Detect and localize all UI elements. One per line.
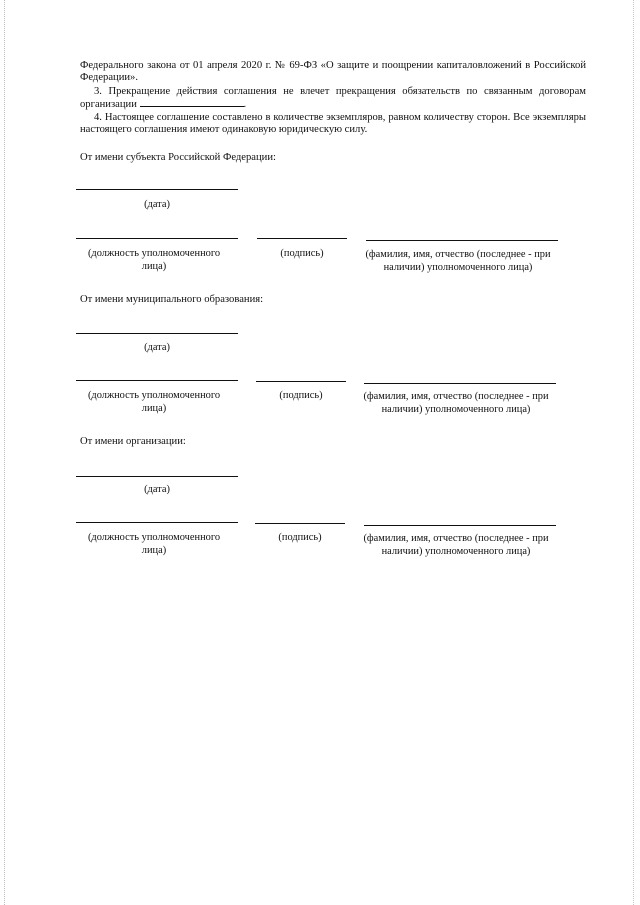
signature-label: (подпись) — [279, 390, 323, 401]
position-line — [76, 522, 238, 523]
paragraph-law-reference: Федерального закона от 01 апреля 2020 г. № 69-ФЗ «О защите и поощрении капиталовложений в Российской Федерации». — [80, 60, 586, 83]
block-heading: От имени организации: — [80, 436, 186, 447]
block-heading: От имени муниципального образования: — [80, 294, 264, 305]
name-label: (фамилия, имя, отчество (последнее - при наличии) уполномоченного лица) — [363, 533, 549, 557]
position-line — [76, 380, 238, 381]
signature-line — [257, 238, 347, 239]
position-line — [76, 238, 238, 239]
scan-edge-left — [4, 0, 7, 905]
scan-edge-right — [633, 0, 636, 905]
signature-line — [255, 523, 345, 524]
position-label: (должность уполномоченного лица) — [87, 248, 221, 272]
paragraph-copies: 4. Настоящее соглашение составлено в количестве экземпляров, равном количеству сторон. Все экземпляры настоящего соглашения имеют одинаковую юридическую силу. — [80, 112, 586, 135]
signature-label: (подпись) — [280, 248, 324, 259]
paragraph-termination-text: 3. Прекращение действия соглашения не влечет прекращения обязательств по связанным договорам организации — [80, 86, 586, 110]
paragraph-termination-end: . — [243, 99, 247, 110]
name-line — [364, 525, 556, 526]
date-line — [76, 189, 238, 190]
name-line — [364, 383, 556, 384]
position-label: (должность уполномоченного лица) — [87, 532, 221, 556]
date-label: (дата) — [144, 484, 170, 495]
date-label: (дата) — [144, 342, 170, 353]
date-label: (дата) — [144, 199, 170, 210]
block-heading: От имени субъекта Российской Федерации: — [80, 152, 276, 163]
name-label: (фамилия, имя, отчество (последнее - при наличии) уполномоченного лица) — [365, 249, 551, 273]
position-label: (должность уполномоченного лица) — [87, 390, 221, 414]
date-line — [76, 333, 238, 334]
signature-line — [256, 381, 346, 382]
name-label: (фамилия, имя, отчество (последнее - при наличии) уполномоченного лица) — [363, 391, 549, 415]
organization-name-blank — [140, 98, 244, 107]
signature-label: (подпись) — [278, 532, 322, 543]
name-line — [366, 240, 558, 241]
date-line — [76, 476, 238, 477]
paragraph-termination — [80, 86, 586, 111]
